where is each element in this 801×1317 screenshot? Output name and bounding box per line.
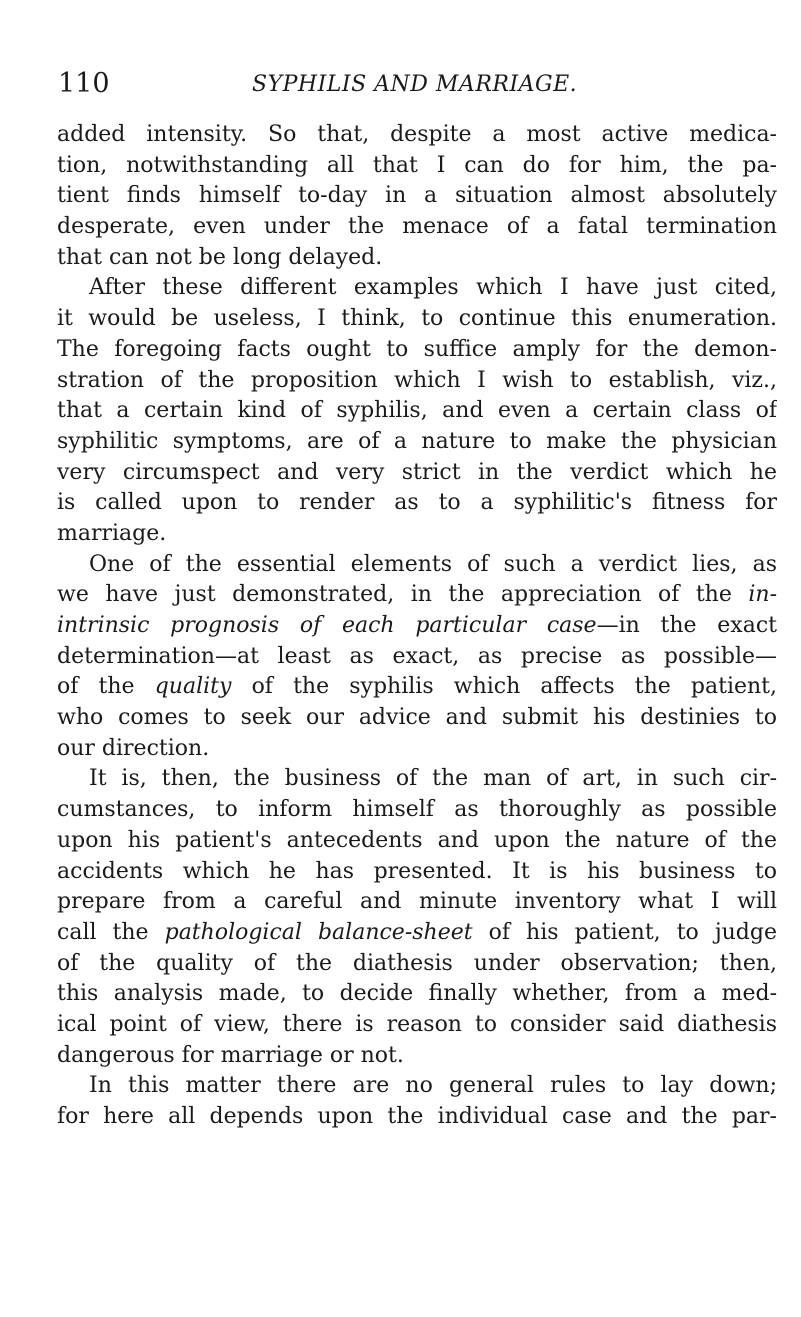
text-line: stration of the proposition which I wish to establish, viz., <box>57 367 777 393</box>
text-line: tion, notwithstanding all that I can do for him, the pa- <box>57 152 777 178</box>
text-line <box>57 580 777 611</box>
paragraph-start: One of the essential elements of such a verdict lies, as <box>89 551 777 577</box>
text-line: marriage. <box>57 520 167 546</box>
body-text <box>57 120 777 1133</box>
text-line: prepare from a careful and minute inventory what I will <box>57 889 777 915</box>
text-line: dangerous for marriage or not. <box>57 1042 404 1068</box>
text-line: this analysis made, to decide finally whether, from a med- <box>57 981 777 1007</box>
line-text: of his patient, to judge <box>488 919 777 945</box>
text-line: that a certain kind of syphilis, and even a certain class of <box>57 398 777 424</box>
line-text: —in the exact <box>596 613 777 638</box>
paragraph-start: It is, then, the business of the man of art, in such cir- <box>89 766 777 792</box>
text-line: syphilitic symptoms, are of a nature to make the physician <box>57 428 777 454</box>
italic-term: quality <box>154 674 232 700</box>
text-line <box>57 672 777 703</box>
text-line: desperate, even under the menace of a fatal termination <box>57 214 777 240</box>
text-line: of the quality of the diathesis under observation; then, <box>57 950 777 976</box>
text-line: who comes to seek our advice and submit his destinies to <box>57 705 777 731</box>
running-title: SYPHILIS AND MARRIAGE. <box>252 72 578 97</box>
line-text: of the <box>57 674 135 700</box>
text-line: it would be useless, I think, to continue this enumeration. <box>57 306 777 332</box>
text-line: ical point of view, there is reason to consider said diathesis <box>57 1011 777 1037</box>
text-line: cumstances, to inform himself as thoroughly as possible <box>57 797 777 823</box>
text-line <box>57 918 777 949</box>
italic-term: pathological balance-sheet <box>164 919 473 945</box>
text-line: very circumspect and very strict in the verdict which he <box>57 459 777 485</box>
line-text: we have just demonstrated, in the appreciation of the <box>57 582 732 608</box>
running-head <box>58 66 758 106</box>
text-line: determination—at least as exact, as precise as possible— <box>57 643 777 669</box>
line-text: call the <box>57 919 149 945</box>
page-number: 110 <box>58 68 110 99</box>
text-line: for here all depends upon the individual case and the par- <box>57 1104 777 1129</box>
text-line: tient finds himself to-day in a situation almost absolutely <box>57 183 777 209</box>
text-line: that can not be long delayed. <box>57 244 383 270</box>
text-line: The foregoing facts ought to suffice amply for the demon- <box>57 336 777 362</box>
text-line: upon his patient's antecedents and upon the nature of the <box>57 827 777 853</box>
text-line: accidents which he has presented. It is his business to <box>57 858 777 884</box>
text-line: our direction. <box>57 735 210 761</box>
paragraph-start: In this matter there are no general rules to lay down; <box>89 1073 777 1099</box>
text-line: added intensity. So that, despite a most active medica- <box>57 122 777 147</box>
paragraph-start: After these different examples which I have just cited, <box>89 275 777 301</box>
line-text: of the syphilis which affects the patient, <box>251 674 777 700</box>
text-line: is called upon to render as to a syphilitic's fitness for <box>57 490 777 516</box>
italic-term-fragment: in- <box>748 582 777 608</box>
italic-term: intrinsic prognosis of each particular case <box>57 613 597 638</box>
text-line <box>57 611 777 642</box>
